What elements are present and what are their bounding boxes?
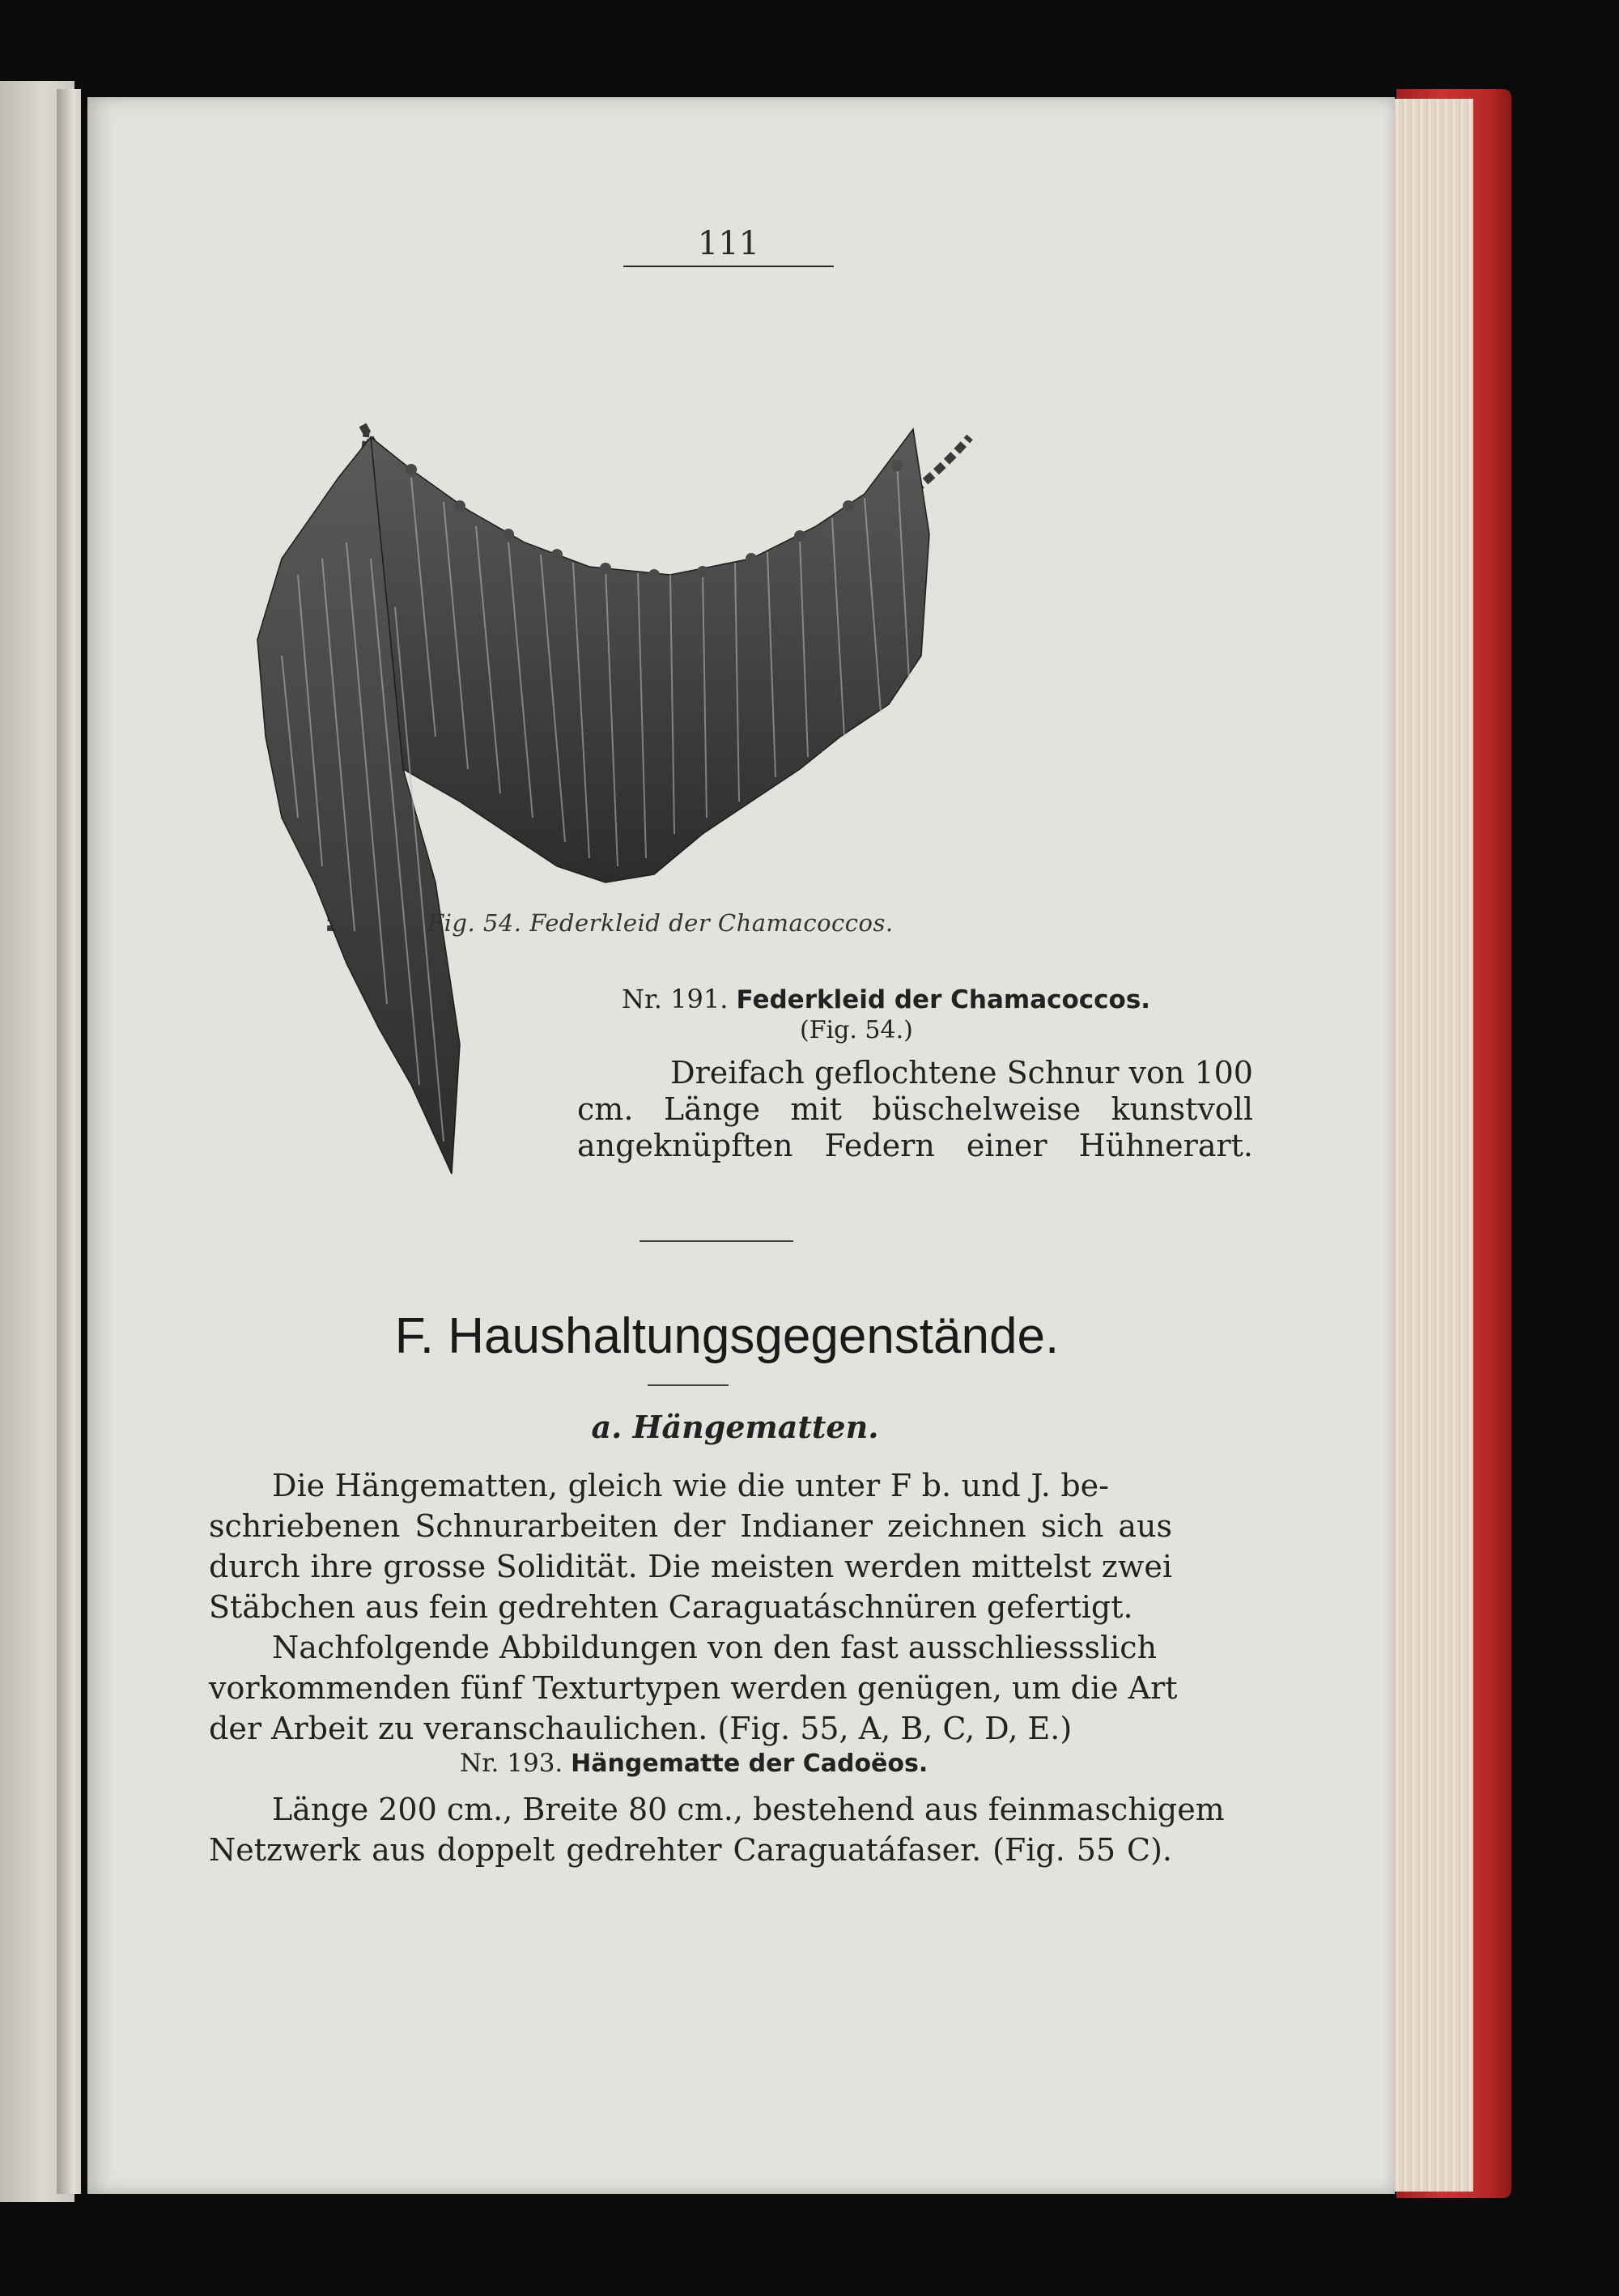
paragraph-line: Die Hängematten, gleich wie die unter F b. und J. be- — [272, 1468, 1109, 1503]
subsection-title: a. Hängematten. — [591, 1409, 879, 1445]
paragraph-line: Netzwerk aus doppelt gedrehter Caraguatáfaser. (Fig. 55 C). — [209, 1832, 1172, 1868]
paragraph-line: vorkommenden fünf Texturtypen werden genügen, um die Art — [209, 1670, 1178, 1706]
paragraph-line: Stäbchen aus fein gedrehten Caraguatáschnüren gefertigt. — [209, 1589, 1133, 1625]
paragraph-line: Länge 200 cm., Breite 80 cm., bestehend aus feinmaschigem — [272, 1792, 1225, 1827]
entry-figure-reference: (Fig. 54.) — [800, 1016, 913, 1044]
entry-191-description-line: angeknüpften Federn einer Hühnerart. — [577, 1128, 1253, 1163]
paragraph — [209, 1627, 1178, 1749]
entry-191-heading — [622, 984, 1237, 1014]
left-page-gutter — [57, 89, 81, 2194]
paragraph — [209, 1465, 1172, 1627]
entry-title: Hängematte der Cadoëos. — [571, 1750, 928, 1778]
book-page — [87, 97, 1395, 2194]
paragraph-line: der Arbeit zu veranschaulichen. (Fig. 55, A, B, C, D, E.) — [209, 1711, 1073, 1746]
entry-number: Nr. 191. — [622, 984, 729, 1014]
page-number: 111 — [697, 225, 760, 262]
paragraph — [209, 1789, 1225, 1870]
paragraph-line: durch ihre grosse Solidität. Die meisten werden mittelst zwei — [209, 1549, 1172, 1584]
page-number-rule — [623, 266, 834, 267]
entry-191-description-line: Dreifach geflochtene Schnur von 100 — [670, 1055, 1253, 1091]
entry-193-heading — [460, 1749, 1188, 1778]
entry-title: Federkleid der Chamacoccos. — [736, 985, 1151, 1014]
section-divider — [640, 1240, 793, 1242]
figure-caption: Fig. 54. Federkleid der Chamacoccos. — [427, 909, 894, 937]
section-title: F. Haushaltungsgegenstände. — [394, 1308, 1060, 1364]
paragraph-line: schriebenen Schnurarbeiten der Indianer zeichnen sich aus — [209, 1508, 1172, 1544]
entry-191-description-line: cm. Länge mit büschelweise kunstvoll — [577, 1091, 1253, 1127]
section-divider — [648, 1384, 729, 1386]
entry-number: Nr. 193. — [460, 1749, 563, 1778]
paragraph-line: Nachfolgende Abbildungen von den fast ausschliessslich — [272, 1630, 1158, 1665]
